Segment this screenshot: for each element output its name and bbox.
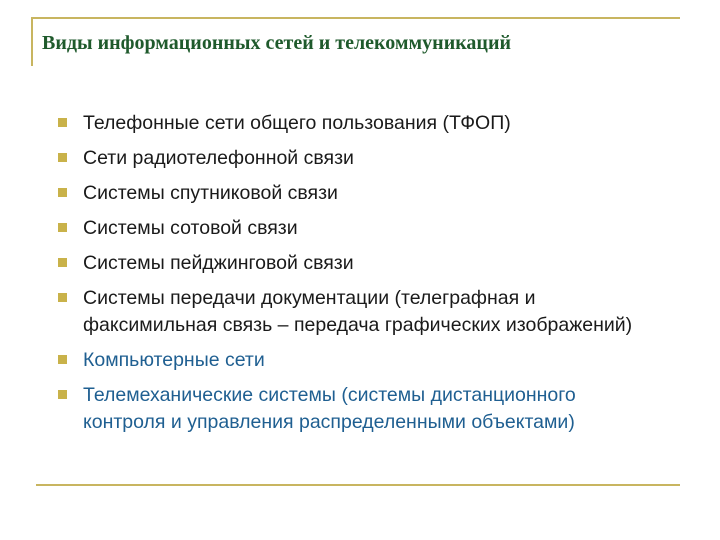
bullet-item (58, 285, 658, 339)
bullet-text: Системы пейджинговой связи (83, 252, 354, 274)
top-divider (31, 17, 680, 19)
bullet-item-highlighted (58, 347, 658, 374)
bullet-item (58, 250, 658, 277)
bullet-text: Системы спутниковой связи (83, 182, 338, 204)
square-bullet-icon (58, 390, 67, 399)
square-bullet-icon (58, 293, 67, 302)
square-bullet-icon (58, 355, 67, 364)
bullet-text: Компьютерные сети (83, 349, 265, 371)
bullet-text: Телемеханические системы (системы дистанционного контроля и управления распределенными объектами) (83, 384, 576, 433)
square-bullet-icon (58, 118, 67, 127)
bullet-item (58, 110, 658, 137)
bullet-list (58, 110, 658, 444)
bullet-item (58, 215, 658, 242)
square-bullet-icon (58, 223, 67, 232)
slide-title: Виды информационных сетей и телекоммуникаций (42, 32, 512, 54)
bullet-item (58, 145, 658, 172)
bullet-text: Сети радиотелефонной связи (83, 147, 354, 169)
square-bullet-icon (58, 258, 67, 267)
bullet-item (58, 180, 658, 207)
title-side-divider (31, 17, 33, 66)
bullet-item-highlighted (58, 382, 658, 436)
square-bullet-icon (58, 188, 67, 197)
bottom-divider (36, 484, 680, 486)
bullet-text: Системы сотовой связи (83, 217, 298, 239)
bullet-text: Системы передачи документации (телеграфная и факсимильная связь – передача графических изображений) (83, 287, 633, 336)
square-bullet-icon (58, 153, 67, 162)
bullet-text: Телефонные сети общего пользования (ТФОП) (83, 112, 511, 134)
